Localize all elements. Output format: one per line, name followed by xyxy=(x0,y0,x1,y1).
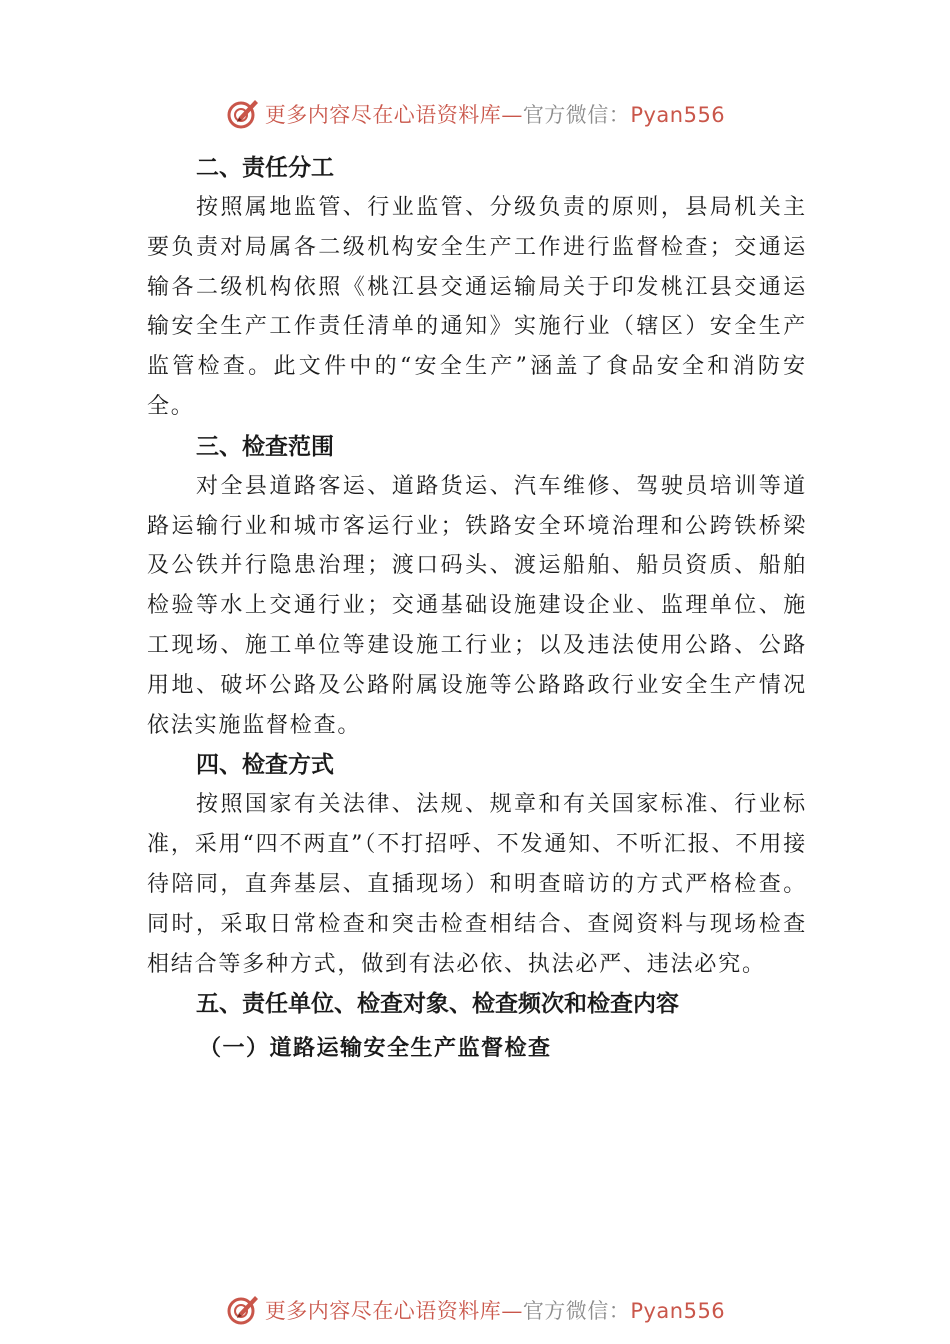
section-paragraph: 按照属地监管、行业监管、分级负责的原则，县局机关主要负责对局属各二级机构安全生产工作进行监督检查；交通运输各二级机构依照《桃江县交通运输局关于印发桃江县交通运输安全生产工作责任清单的通知》实施行业（辖区）安全生产监管检查。此文件中的“安全生产”涵盖了食品安全和消防安全。 xyxy=(147,195,807,419)
pen-logo-icon xyxy=(225,1292,261,1328)
header-banner xyxy=(0,94,950,134)
wechat-label: 官方微信： xyxy=(522,103,631,127)
section-heading: 二、责任分工 xyxy=(196,155,334,181)
section-heading: 五、责任单位、检查对象、检查频次和检查内容 xyxy=(196,991,679,1018)
wechat-id: Pyan556 xyxy=(630,1299,726,1323)
wechat-label: 官方微信： xyxy=(522,1299,631,1323)
banner-title: 更多内容尽在心语资料库 xyxy=(264,1299,502,1323)
section-heading: 四、检查方式 xyxy=(196,752,334,779)
document-body xyxy=(147,148,807,1068)
banner-text xyxy=(265,99,725,129)
banner-text xyxy=(265,1295,725,1325)
section-paragraph: 对全县道路客运、道路货运、汽车维修、驾驶员培训等道路运输行业和城市客运行业；铁路安全环境治理和公跨铁桥梁及公铁并行隐患治理；渡口码头、渡运船舶、船员资质、船舶检验等水上交通行业；交通基础设施建设企业、监理单位、施工现场、施工单位等建设施工行业；以及违法使用公路、公路用地、破坏公路及公路附属设施等公路路政行业安全生产情况依法实施监督检查。 xyxy=(147,473,807,738)
banner-separator: — xyxy=(501,1299,523,1323)
banner-title: 更多内容尽在心语资料库 xyxy=(264,103,502,127)
section-paragraph: 按照国家有关法律、法规、规章和有关国家标准、行业标准，采用“四不两直”（不打招呼、不发通知、不听汇报、不用接待陪同，直奔基层、直插现场）和明查暗访的方式严格检查。同时，采取日常检查和突击检查相结合、查阅资料与现场检查相结合等多种方式，做到有法必依、执法必严、违法必究。 xyxy=(147,792,807,977)
banner-separator: — xyxy=(501,103,523,127)
section-heading: 三、检查范围 xyxy=(196,433,334,460)
subsection-heading: （一）道路运输安全生产监督检查 xyxy=(199,1035,552,1062)
wechat-id: Pyan556 xyxy=(630,103,726,127)
pen-logo-icon xyxy=(225,96,261,132)
footer-banner xyxy=(0,1290,950,1330)
